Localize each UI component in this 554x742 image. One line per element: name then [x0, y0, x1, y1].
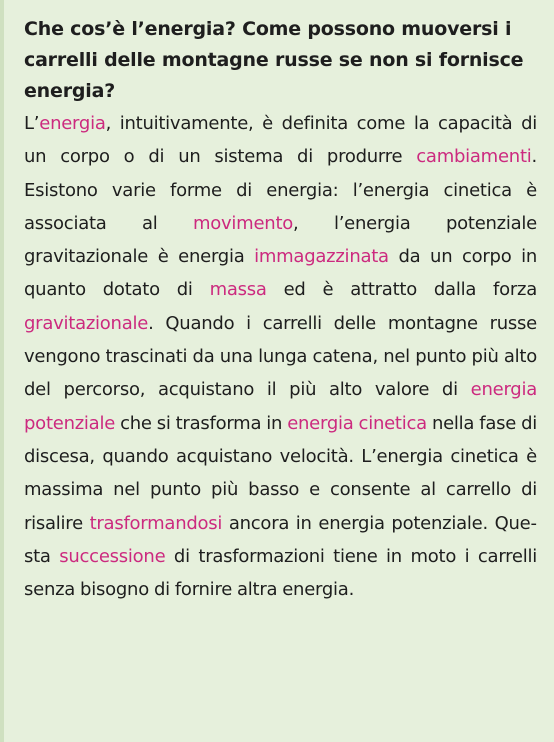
text-segment: ed è attratto dalla forza: [266, 279, 537, 301]
keyword-cambiamenti: cambiamenti: [416, 146, 532, 168]
text-segment: ancora in energia potenziale. Questa: [24, 512, 537, 567]
text-segment: che si trasforma in: [115, 412, 288, 434]
keyword-immagazzinata: immagazzinata: [254, 246, 389, 268]
answer-paragraph: [24, 107, 537, 606]
text-segment: nella fase di discesa, quando acquistano velocità. L’energia cinetica è massima nel punto più basso e consente al carrello di risalire: [24, 412, 537, 534]
keyword-massa: massa: [209, 279, 267, 301]
keyword-energia-potenziale: energia potenziale: [24, 379, 537, 434]
text-segment: di trasformazioni tiene in moto i carrelli senza bisogno di fornire altra energia.: [24, 545, 538, 601]
keyword-successione: successione: [59, 545, 166, 567]
keyword-energia: energia: [39, 113, 106, 134]
keyword-movimento: movimento: [192, 212, 294, 234]
question-heading: Che cos’è l’energia? Come possono muoversi i carrelli delle montagne russe se non si fornisce energia?: [24, 18, 524, 102]
text-segment: . Quando i carrelli delle montagne russe vengono trascinati da una lunga catena, nel punto più alto del percorso, acquistano il più alto valore di: [24, 312, 537, 401]
text-segment: . Esistono varie forme di energia: l’energia cinetica è associata al: [24, 146, 537, 234]
keyword-gravitazionale: gravitazionale: [24, 312, 149, 334]
info-box-content: [24, 14, 537, 606]
text-segment: , l’energia potenziale gravitazionale è energia: [24, 212, 537, 268]
text-segment: L’: [24, 113, 40, 134]
keyword-trasformandosi: trasformandosi: [89, 512, 223, 534]
keyword-energia-cinetica: energia cinetica: [287, 412, 427, 434]
text-segment: , intuitivamente, è definita come la capacità di un corpo o di un sistema di produrre: [24, 113, 537, 168]
text-segment: da un corpo in quanto dotato di: [24, 246, 537, 301]
